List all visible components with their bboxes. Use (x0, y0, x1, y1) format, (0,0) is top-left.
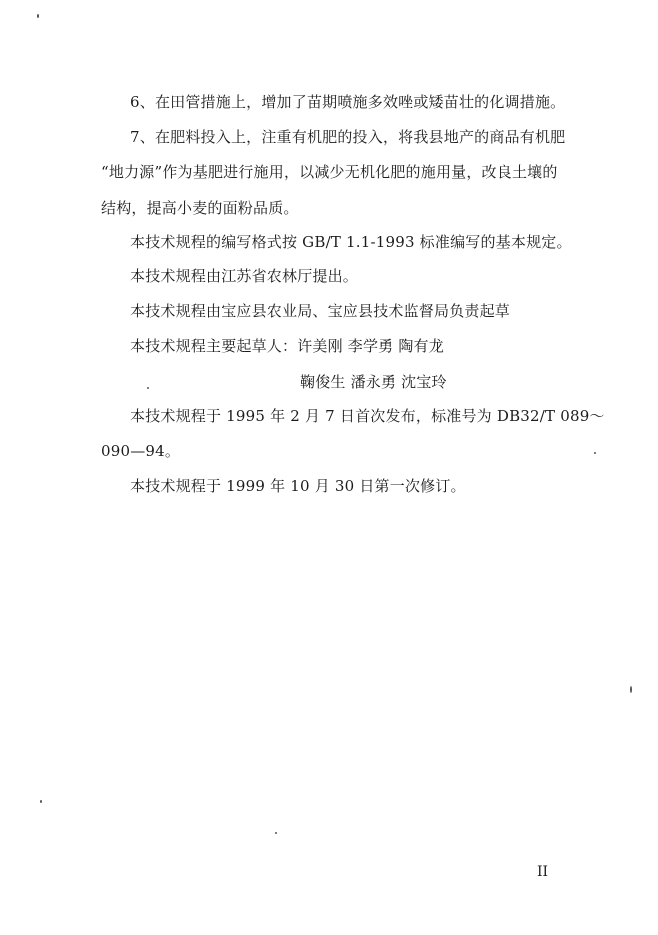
drafters-continued: 鞠俊生 潘永勇 沈宝玲 (300, 373, 447, 391)
revision-statement: 本技术规程于 1999 年 10 月 30 日第一次修订。 (130, 477, 466, 495)
scan-speck (594, 452, 596, 454)
scan-speck (275, 832, 277, 834)
drafters-statement: 本技术规程主要起草人：许美刚 李学勇 陶有龙 (130, 337, 444, 355)
paragraph-item-7-line-3: 结构，提高小麦的面粉品质。 (101, 199, 299, 217)
scan-speck (630, 686, 632, 693)
paragraph-item-6: 6、在田管措施上，增加了苗期喷施多效唑或矮苗壮的化调措施。 (130, 93, 566, 111)
paragraph-item-7-line-2: “地力源”作为基肥进行施用，以减少无机化肥的施用量，改良土壤的 (101, 163, 558, 181)
scan-speck (147, 387, 149, 389)
format-statement: 本技术规程的编写格式按 GB/T 1.1-1993 标准编写的基本规定。 (130, 233, 572, 251)
first-release-continued: 090—94。 (101, 442, 181, 460)
page-number: II (537, 864, 549, 880)
scan-speck (40, 800, 42, 803)
scan-speck (37, 14, 39, 18)
drafting-unit-statement: 本技术规程由宝应县农业局、宝应县技术监督局负责起草 (130, 302, 511, 320)
proposer-statement: 本技术规程由江苏省农林厅提出。 (130, 267, 359, 285)
first-release-statement: 本技术规程于 1995 年 2 月 7 日首次发布，标准号为 DB32/T 089～ (130, 407, 605, 425)
paragraph-item-7: 7、在肥料投入上，注重有机肥的投入，将我县地产的商品有机肥 (130, 128, 566, 146)
